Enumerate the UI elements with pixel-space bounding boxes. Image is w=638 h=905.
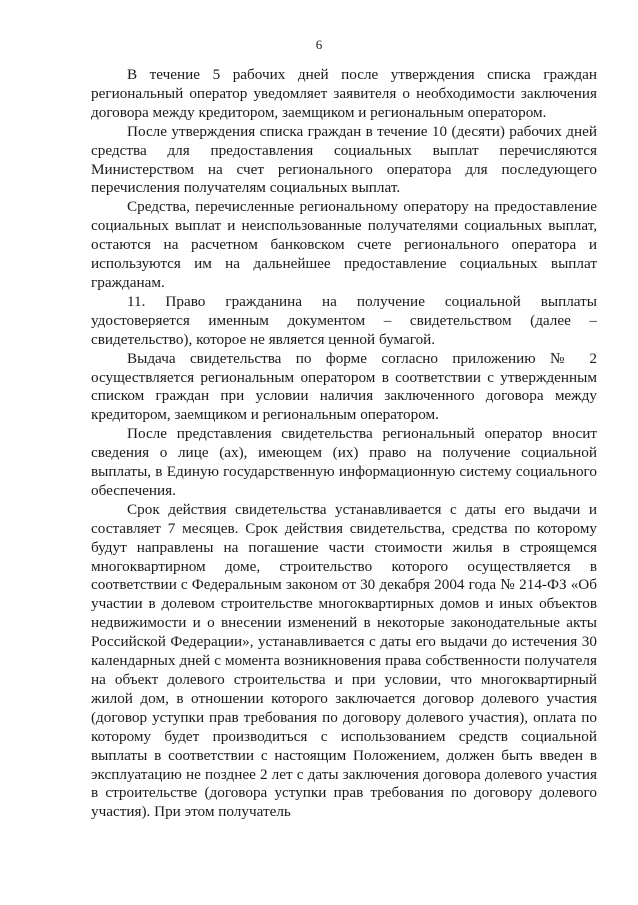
page-number: 6 (315, 37, 323, 52)
paragraph-unused-funds: Средства, перечисленные региональному оператору на предоставление социальных выплат и неиспользованные получателями социальных выплат, остаются на расчетном банковском счете регионального оператора и используются им на дальнейшее предоставление социальных выплат гражданам. (91, 198, 597, 291)
paragraph-certificate-right: 11. Право гражданина на получение социальной выплаты удостоверяется именным документом – свидетельством (далее – свидетельство), которое не является ценной бумагой. (91, 292, 597, 348)
paragraph-notification: В течение 5 рабочих дней после утверждения списка граждан региональный оператор уведомляет заявителя о необходимости заключения договора между кредитором, заемщиком и региональным оператором. (91, 66, 597, 121)
paragraph-funds-transfer: После утверждения списка граждан в течение 10 (десяти) рабочих дней средства для предоставления социальных выплат перечисляются Министерством на счет регионального оператора для последующего перечисления получателям социальных выплат. (91, 122, 597, 197)
paragraph-certificate-issuance: Выдача свидетельства по форме согласно приложению № 2 осуществляется региональным оператором в соответствии с утвержденным списком граждан при условии наличия заключенного договора между кредитором, заемщиком и региональным оператором. (91, 349, 597, 424)
document-body (91, 66, 597, 822)
paragraph-certificate-validity: Срок действия свидетельства устанавливается с даты его выдачи и составляет 7 месяцев. Срок действия свидетельства, средства по которому будут направлены на погашение части стоимости жилья в строящемся многоквартирном доме, строительство которого осуществляется в соответствии с Федеральным законом от 30 декабря 2004 года № 214-ФЗ «Об участии в долевом строительстве многоквартирных домов и иных объектов недвижимости и о внесении изменений в некоторые законодательные акты Российской Федерации», устанавливается с даты его выдачи до истечения 30 календарных дней с момента возникновения права собственности получателя на объект долевого строительства и при условии, что многоквартирный жилой дом, в отношении которого заключается договор долевого участия (договор уступки прав требования по договору долевого участия), оплата по которому будет производиться с использованием средств социальной выплаты в соответствии с настоящим Положением, должен быть введен в эксплуатацию не позднее 2 лет с даты заключения договора долевого участия в строительстве (договора уступки прав требования по договору долевого участия). При этом получатель (91, 500, 597, 821)
paragraph-information-system: После представления свидетельства региональный оператор вносит сведения о лице (ах), имеющем (их) право на получение социальной выплаты, в Единую государственную информационную систему социального обеспечения. (91, 425, 597, 499)
